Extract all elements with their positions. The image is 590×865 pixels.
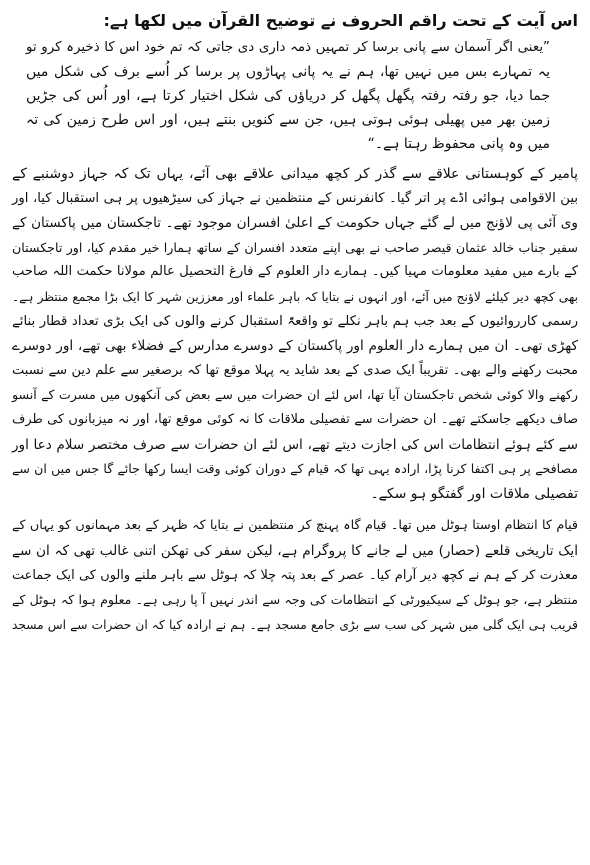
text-line: قریب ہی ایک گلی میں شہر کی سب سے بڑی جامع مسجد ہے۔ ہم نے ارادہ کیا کہ ان حضرات سے اس مسجد (12, 617, 578, 632)
text-line: کے بارے میں مفید معلومات مہیا کیں۔ ہمارے دار العلوم کے فارغ التحصیل عالم مولانا حکمت اللہ صاحب (12, 264, 578, 280)
quotation-block (26, 36, 550, 156)
text-line: صاف دیکھے جاسکتے تھے۔ ان حضرات سے تفصیلی ملاقات کا نہ کوئی موقع تھا، اور نہ میزبانوں کی طرف (12, 411, 578, 427)
text-line: مصافحے پر ہی اکتفا کرنا پڑا، ارادہ یہی تھا کہ قیام کے دوران کوئی وقت ایسا رکھا جائے گا جس میں ان سے (12, 461, 578, 477)
text-line: کھڑی تھی۔ ان میں ہمارے دار العلوم اور پاکستان کے دوسرے مدارس کے فضلاء بھی تھے، اور دوسرے (12, 338, 578, 355)
text-line: قیام کا انتظام اوستا ہوٹل میں تھا۔ قیام گاہ پہنچ کر منتظمین نے بتایا کہ ظہر کے بعد مہمانوں کو یہاں کے (12, 518, 578, 534)
text-line: بین الاقوامی ہوائی اڈے پر اتر گیا۔ کانفرنس کے منتظمین نے جہاز کی سیڑھیوں پر ہی استقبال کیا، اور (12, 190, 578, 206)
quote-line: میں وہ پانی محفوظ رہتا ہے۔“ (367, 136, 550, 152)
text-line: محبت رکھنے والے بھی۔ تقریباً ایک صدی کے بعد شاید یہ پہلا موقع تھا کہ برصغیر سے علم دین سے نسبت (12, 362, 578, 378)
text-line: رسمی کارروائیوں کے بعد جب ہم باہر نکلے تو واقعۃً استقبال کرنے والوں کی ایک بڑی تعداد قطار بنائے (12, 313, 578, 329)
text-line: وی آئی پی لاؤنج میں لے گئے جہاں حکومت کے اعلیٰ افسران موجود تھے۔ تاجکستان میں پاکستان کے (12, 215, 578, 232)
text-line: رکھنے والا کوئی شخص تاجکستان آیا تھا، اس لئے ان حضرات میں سے بعض کی آنکھوں میں مسرت کے آنسو (12, 387, 578, 403)
paragraph-arrival (12, 162, 578, 506)
text-line: بھی کچھ دیر کیلئے لاؤنج میں آئے، اور انہوں نے بتایا کہ باہر علماء اور معززین شہر کا ایک بڑا مجمع منتظر ہے۔ (12, 289, 578, 304)
text-line: منتظر ہے، جو ہوٹل کے سیکیورٹی کے انتظامات کی وجہ سے اندر نہیں آ پا رہی ہے۔ معلوم ہوا کہ ہوٹل کے (12, 592, 578, 608)
text-line: معذرت کر کے ہم نے کچھ دیر آرام کیا۔ عصر کے بعد پتہ چلا کہ ہوٹل سے باہر ملنے والوں کی ایک جماعت (12, 567, 578, 583)
section-heading: اس آیت کے تحت راقم الحروف نے توضیح القرآن میں لکھا ہے: (103, 11, 578, 30)
text-line: پامیر کے کوہستانی علاقے سے گذر کر کچھ میدانی علاقے بھی آئے، یہاں تک کہ جہاز دوشنبے کے (12, 166, 578, 182)
text-line: تفصیلی ملاقات اور گفتگو ہو سکے۔ (370, 485, 578, 502)
paragraph-hotel (12, 514, 578, 637)
quote-line: زمین بھر میں پھیلی ہوئی ہوتی ہیں، جن سے کنویں بنتے ہیں، اور اس طرح زمین کی تہ (26, 112, 550, 128)
document-page (6, 6, 584, 859)
quote-line: یہ تمہارے بس میں نہیں تھا، ہم نے یہ پانی پہاڑوں پر برسا کر اُسے برف کی شکل میں (26, 64, 550, 80)
quote-line: جما دیا، جو رفتہ رفتہ پگھل پگھل کر دریاؤں کی شکل اختیار کرتا ہے، اور اُس کی جڑیں (26, 88, 550, 104)
quote-line: ”یعنی اگر آسمان سے پانی برسا کر تمہیں ذمہ داری دی جاتی کہ تم خود اس کا ذخیرہ کرو تو (26, 40, 550, 55)
text-line: ایک تاریخی قلعے (حصار) میں لے جانے کا پروگرام ہے، لیکن سفر کی تھکن اتنی غالب تھی کہ ان سے (12, 542, 578, 559)
text-line: سے کئے ہوئے انتظامات اس کی اجازت دیتے تھے، اس لئے ان حضرات سے صرف مختصر سلام دعا اور (12, 436, 578, 453)
text-line: سفیر جناب خالد عثمان قیصر صاحب نے بھی اپنے متعدد افسران کے ساتھ ہمارا خیر مقدم کیا، اور تاجکستان (12, 239, 578, 255)
